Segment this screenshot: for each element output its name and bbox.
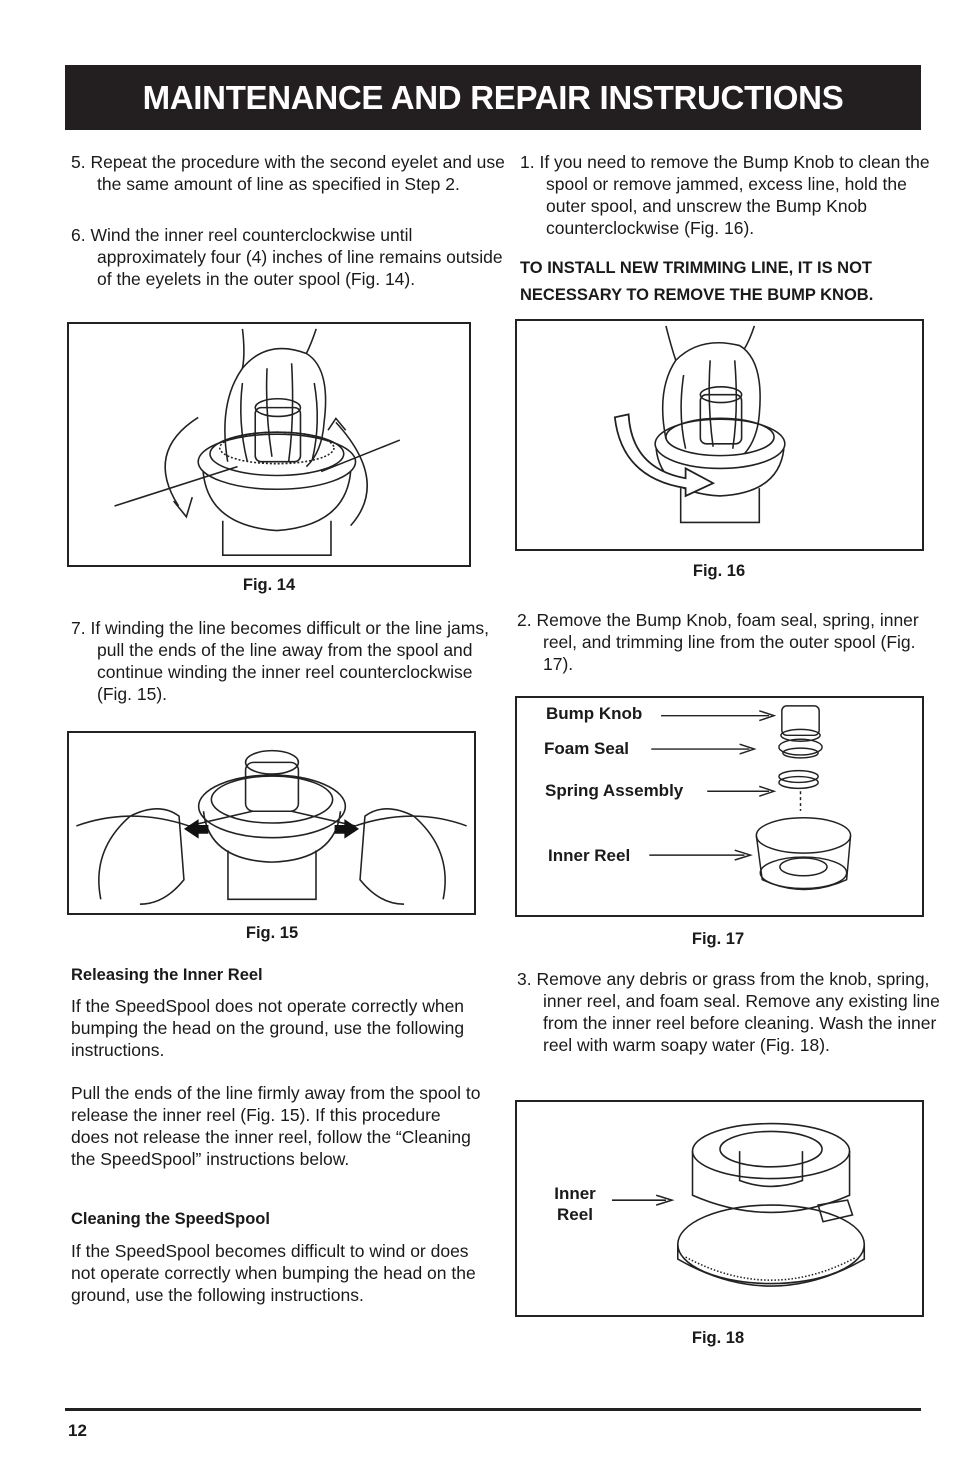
page-title: MAINTENANCE AND REPAIR INSTRUCTIONS	[142, 78, 844, 116]
header-banner	[65, 65, 921, 130]
step-3: 3. Remove any debris or grass from the knob, spring, inner reel, and foam seal. Remove any existing line from the inner reel before cleaning. Wash the inner reel with warm soapy water (Fig. 18).	[517, 969, 940, 1055]
fig-18-caption: Fig. 18	[691, 1329, 745, 1347]
unscrew-knob-illustration	[517, 321, 922, 549]
footer-rule	[65, 1408, 921, 1411]
step-7: 7. If winding the line becomes difficult or the line jams, pull the ends of the line away from the spool and continue winding the inner reel counterclockwise (Fig. 15).	[71, 618, 489, 704]
releasing-paragraph-2: Pull the ends of the line firmly away from the spool to release the inner reel (Fig. 15). If this procedure does not release the inner reel, follow the “Cleaning the SpeedSpool” instructions below.	[71, 1083, 481, 1169]
fig-17-label-spring-assembly: Spring Assembly	[545, 781, 684, 800]
fig-14-illustration	[67, 322, 471, 567]
fig-15-illustration	[67, 731, 476, 915]
releasing-paragraph-1: If the SpeedSpool does not operate correctly when bumping the head on the ground, use the following instructions.	[71, 996, 465, 1060]
fig-14-caption: Fig. 14	[242, 576, 296, 594]
install-notice: TO INSTALL NEW TRIMMING LINE, IT IS NOT NECESSARY TO REMOVE THE BUMP KNOB.	[520, 259, 874, 304]
spool-winding-illustration	[69, 324, 469, 565]
fig-16-caption: Fig. 16	[692, 562, 746, 580]
step-6: 6. Wind the inner reel counterclockwise until approximately four (4) inches of line remains outside of the eyelets in the outer spool (Fig. 14).	[71, 225, 503, 289]
fig-18-label-inner-reel: Inner Reel	[554, 1184, 596, 1224]
step-1: 1. If you need to remove the Bump Knob to clean the spool or remove jammed, excess line, hold the outer spool, and unscrew the Bump Knob counterclockwise (Fig. 16).	[520, 152, 930, 238]
fig-17-illustration	[515, 696, 924, 917]
step-5: 5. Repeat the procedure with the second eyelet and use the same amount of line as specified in Step 2.	[71, 152, 505, 194]
fig-17-label-foam-seal: Foam Seal	[544, 739, 630, 758]
fig-16-illustration	[515, 319, 924, 551]
page-number: 12	[68, 1421, 87, 1440]
fig-17-label-bump-knob: Bump Knob	[546, 704, 643, 723]
fig-17-label-inner-reel: Inner Reel	[548, 846, 631, 865]
cleaning-heading: Cleaning the SpeedSpool	[71, 1210, 270, 1228]
step-2: 2. Remove the Bump Knob, foam seal, spring, inner reel, and trimming line from the outer spool (Fig. 17).	[517, 610, 919, 674]
exploded-parts-illustration	[517, 698, 922, 915]
cleaning-paragraph-1: If the SpeedSpool becomes difficult to wind or does not operate correctly when bumping the head on the ground, use the following instructions.	[71, 1241, 476, 1305]
releasing-heading: Releasing the Inner Reel	[71, 966, 263, 984]
line-pull-illustration	[69, 733, 474, 913]
fig-17-caption: Fig. 17	[691, 930, 745, 948]
fig-15-caption: Fig. 15	[245, 924, 299, 942]
